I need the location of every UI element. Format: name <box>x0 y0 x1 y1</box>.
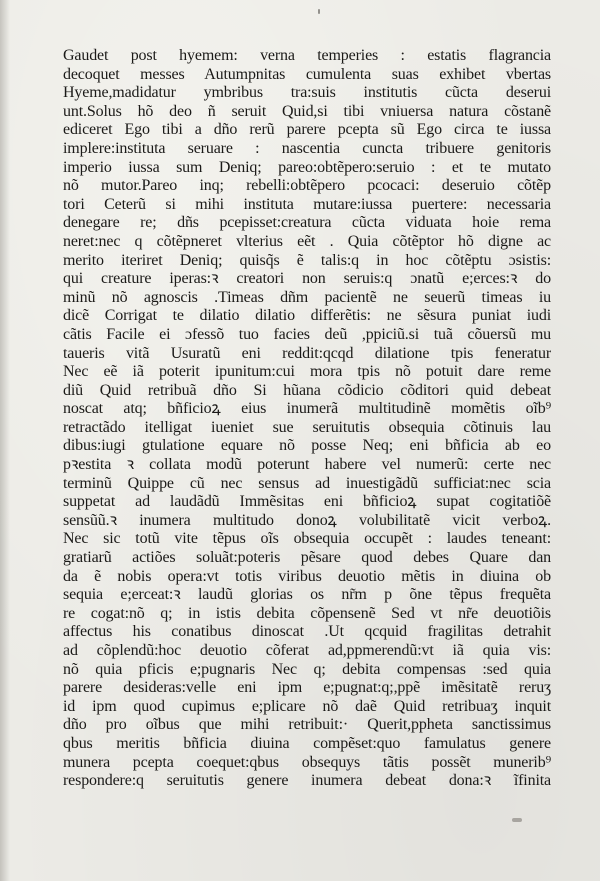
text-line: denegare re; dñs pcepisset:creatura cũcta viduata hoie rema <box>63 214 551 232</box>
text-line: Nec sic totũ vite tẽpus oĩs obsequia occupẽt : laudes teneant: <box>63 530 551 548</box>
text-line: Hyeme,madidatur ymbribus tra:suis institutis cũcta deserui <box>63 84 551 102</box>
incunabula-text-block <box>63 47 551 791</box>
text-line: implere:instituta seruare : nascentia cuncta tribuere genitoris <box>63 139 551 157</box>
text-line: qbus meritis bñficia diuina compẽset:quo famulatus genere <box>63 734 551 752</box>
page-binding-edge <box>0 0 10 881</box>
text-line: da ẽ nobis opera:vt totis viribus deuotio mẽtis in diuina ob <box>63 567 551 585</box>
text-line: diũ Quid retribuã dño Si hũana cõdicio cõditori quid debeat <box>63 381 551 399</box>
text-line: sequia e;erceat:ꝛ laudũ glorias os nr̃m p õne tẽpus frequẽta <box>63 586 551 604</box>
text-line: dño pro oĩbus que mihi retribuit:· Querit,pphetа sanctissimus <box>63 716 551 734</box>
text-line: decoquet messes Autumpnitas cumulenta suas exhibet vbertas <box>63 65 551 83</box>
text-line: suppetat ad laudãdũ Immẽsitas eni bñficioꝝ supat cogitatiõẽ <box>63 493 551 511</box>
text-line: Nec eẽ iã poterit ipunitum:cui mora tpis nõ potuit dare reme <box>63 363 551 381</box>
text-line: cãtis Facile ei ɔfessõ tuo facies deũ ,ppiciũ.si tuã cõuersũ mu <box>63 325 551 343</box>
text-line: nõ mutor.Pareo inq; rebelli:obtẽpero pcocaci: deseruio cõtẽp <box>63 177 551 195</box>
text-line: tori Ceterũ si mihi instituta mutare:iussa puertere: necessaria <box>63 195 551 213</box>
text-line: gratiarũ actiões soluãt:poteris pẽsare quod debes Quare dan <box>63 549 551 567</box>
text-line: ediceret Ego tibi a dño rerũ parere pcepta sũ Ego circa te iussa <box>63 121 551 139</box>
text-line: neret:nec q cõtẽpneret vlterius eẽt . Quia cõtẽptor hõ digne ac <box>63 232 551 250</box>
text-line: noscat atq; bñficioꝝ eius inumerã multitudinẽ momẽtis oĩb⁹ <box>63 400 551 418</box>
text-line: retractãdo itelligat iueniet sue seruitutis obsequia cõtinuis lau <box>63 418 551 436</box>
text-line: imperio iussa sum Deniq; pareo:obtẽpero:seruio : et te mutato <box>63 158 551 176</box>
text-line: munera pcepta coequet:qbus obsequys tãtis possẽt munerib⁹ <box>63 753 551 771</box>
ink-smudge <box>512 818 522 822</box>
text-line: respondere:q seruitutis genere inumera debeat dona:ꝛ ĩfinita <box>63 772 551 790</box>
text-line: id ipm quod cupimus e;plicare nõ daẽ Quid retribuaʒ inquit <box>63 697 551 715</box>
text-line: pꝛestita ꝛ collata modũ poterunt habere vel numerũ: certe nec <box>63 456 551 474</box>
text-line: merito iteriret Deniq; quisq̃s ẽ talis:q in hoc cõtẽptu ɔsistis: <box>63 251 551 269</box>
ink-speck <box>318 9 320 14</box>
text-line: minũ nõ agnoscis .Timeas dñm pacientẽ ne seuerũ timeas iu <box>63 288 551 306</box>
text-line: terminũ Quippe cũ nec sensus ad inuestigãdũ sufficiat:nec scia <box>63 474 551 492</box>
text-line: Gaudet post hyemem: verna temperies : estatis flagrancia <box>63 47 551 64</box>
text-line: affectus his conatibus dinoscat .Ut qcquid fragilitas detrahit <box>63 623 551 641</box>
text-line: sensũũ.ꝛ inumera multitudo donoꝝ volubilitatẽ vicit verboꝝ. <box>63 511 551 529</box>
text-line: parere desideras:velle eni ipm e;pugnat:q;,ppẽ imẽsitatẽ reruʒ <box>63 679 551 697</box>
text-line: dicẽ Corrigat te dilatio dilatio differẽtis: ne sẽsura puniat iudi <box>63 307 551 325</box>
text-line: taueris vitã Usuratũ eni reddit:qcqd dilatione tpis feneratur <box>63 344 551 362</box>
text-line: qui creature iperas:ꝛ creatori non seruis:q ɔnatũ e;erces:ꝛ do <box>63 270 551 288</box>
text-line: re cogat:nõ q; in istis debita cõpensenẽ Sed vt nr̃e deuotiõis <box>63 604 551 622</box>
text-line: nõ quia pficis e;pugnaris Nec q; debita compensas :sed quia <box>63 660 551 678</box>
text-line: ad cõplendũ:hoc deuotio cõferat ad,ppmerendũ:vt iã quia vis: <box>63 642 551 659</box>
text-line: dibus:iugi gtulatione equare nõ posse Neq; eni bñficia ab eo <box>63 437 551 455</box>
text-line: unt.Solus hõ deo ñ seruit Quid,si tibi vniuersa natura cõstanẽ <box>63 102 551 120</box>
